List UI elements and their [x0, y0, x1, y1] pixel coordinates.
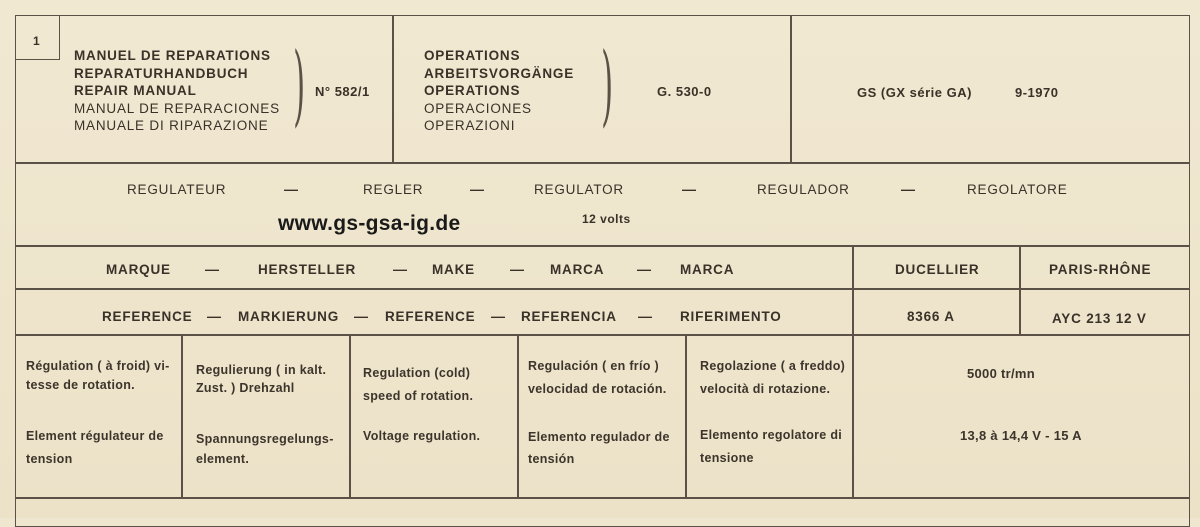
- spec-en-line1b: speed of rotation.: [363, 389, 474, 403]
- spec-de-line2b: element.: [196, 452, 250, 466]
- manual-title-it: MANUALE DI RIPARAZIONE: [74, 118, 269, 133]
- spec-fr-line1b: tesse de rotation.: [26, 378, 135, 392]
- make-label-it: MARCA: [680, 262, 735, 277]
- operations-title-fr: OPERATIONS: [424, 48, 521, 63]
- operation-code: G. 530-0: [657, 84, 712, 99]
- reference-label-de: MARKIERUNG: [238, 309, 339, 324]
- make-value-1: DUCELLIER: [895, 262, 980, 277]
- spec-de-line2a: Spannungsregelungs-: [196, 432, 334, 446]
- reference-label-it: RIFERIMENTO: [680, 309, 782, 324]
- reference-label-fr: REFERENCE: [102, 309, 193, 324]
- title-dash-3: —: [682, 181, 696, 197]
- title-it: REGOLATORE: [967, 182, 1068, 197]
- operations-title-es: OPERACIONES: [424, 100, 532, 116]
- operations-title-en: OPERATIONS: [424, 83, 521, 98]
- manual-title-en: REPAIR MANUAL: [74, 83, 197, 98]
- watermark-url: www.gs-gsa-ig.de: [278, 212, 461, 235]
- brace-middle: ): [601, 33, 614, 136]
- make-dash-3: —: [510, 261, 524, 277]
- spec-it-line2a: Elemento regolatore di: [700, 428, 843, 442]
- make-label-es: MARCA: [550, 262, 605, 277]
- make-label-en: MAKE: [432, 262, 475, 277]
- manual-title-de: REPARATURHANDBUCH: [74, 65, 249, 81]
- operations-title-it: OPERAZIONI: [424, 118, 516, 133]
- reference-label-en: REFERENCE: [385, 309, 476, 324]
- spec-it-line1a: Regolazione ( a freddo): [700, 359, 846, 373]
- title-de: REGLER: [363, 182, 424, 197]
- reference-value-2: AYC 213 12 V: [1052, 311, 1147, 326]
- spec-de-line1a: Regulierung ( in kalt.: [196, 363, 327, 377]
- spec-es-line2a: Elemento regulador de: [528, 430, 670, 444]
- make-dash-2: —: [393, 261, 407, 277]
- title-es: REGULADOR: [757, 182, 850, 197]
- make-value-2: PARIS-RHÔNE: [1049, 262, 1152, 277]
- spec-it-line2b: tensione: [700, 451, 754, 465]
- spec-fr-line2b: tension: [26, 452, 73, 466]
- spec-de-line1b: Zust. ) Drehzahl: [196, 381, 295, 395]
- reference-dash-1: —: [207, 308, 221, 324]
- make-label-de: HERSTELLER: [258, 262, 357, 277]
- spec-col-en: [349, 334, 519, 499]
- manual-titles: [74, 47, 280, 135]
- spec-es-line1a: Regulación ( en frío ): [528, 359, 659, 373]
- make-dash-1: —: [205, 261, 219, 277]
- spec-fr-line1a: Régulation ( à froid) vi-: [26, 359, 170, 373]
- reference-dash-2: —: [354, 308, 368, 324]
- make-dash-4: —: [637, 261, 651, 277]
- title-fr: REGULATEUR: [127, 182, 227, 197]
- manual-number: N° 582/1: [315, 84, 370, 99]
- make-label-fr: MARQUE: [106, 262, 171, 277]
- spec-en-line2a: Voltage regulation.: [363, 429, 481, 443]
- issue-date: 9-1970: [1015, 85, 1059, 100]
- brace-left: ): [293, 33, 306, 136]
- title-row-box: [15, 162, 1190, 247]
- reference-label-es: REFERENCIA: [521, 309, 617, 324]
- spec-value-box: [852, 334, 1190, 499]
- spec-value-voltage: 13,8 à 14,4 V - 15 A: [960, 428, 1082, 443]
- model-name: GS (GX série GA): [857, 85, 972, 100]
- title-en: REGULATOR: [534, 182, 624, 197]
- manual-title-es: MANUAL DE REPARACIONES: [74, 100, 280, 116]
- reference-dash-3: —: [491, 308, 505, 324]
- spec-fr-line2a: Element régulateur de: [26, 429, 164, 443]
- title-dash-1: —: [284, 181, 298, 197]
- reference-value-1: 8366 A: [907, 309, 955, 324]
- spec-es-line2b: tensión: [528, 452, 575, 466]
- spec-value-speed: 5000 tr/mn: [967, 366, 1036, 381]
- bottom-row-box: [15, 497, 1190, 527]
- manual-title-fr: MANUEL DE REPARATIONS: [74, 48, 271, 63]
- title-dash-2: —: [470, 181, 484, 197]
- spec-en-line1a: Regulation (cold): [363, 366, 471, 380]
- title-dash-4: —: [901, 181, 915, 197]
- header-box-right: [790, 15, 1190, 164]
- reference-dash-4: —: [638, 308, 652, 324]
- spec-es-line1b: velocidad de rotación.: [528, 382, 667, 396]
- voltage-label: 12 volts: [582, 212, 631, 226]
- operations-titles: [424, 47, 574, 135]
- page-number: 1: [33, 34, 41, 48]
- operations-title-de: ARBEITSVORGÄNGE: [424, 65, 575, 81]
- spec-col-de: [181, 334, 351, 499]
- spec-it-line1b: velocità di rotazione.: [700, 382, 831, 396]
